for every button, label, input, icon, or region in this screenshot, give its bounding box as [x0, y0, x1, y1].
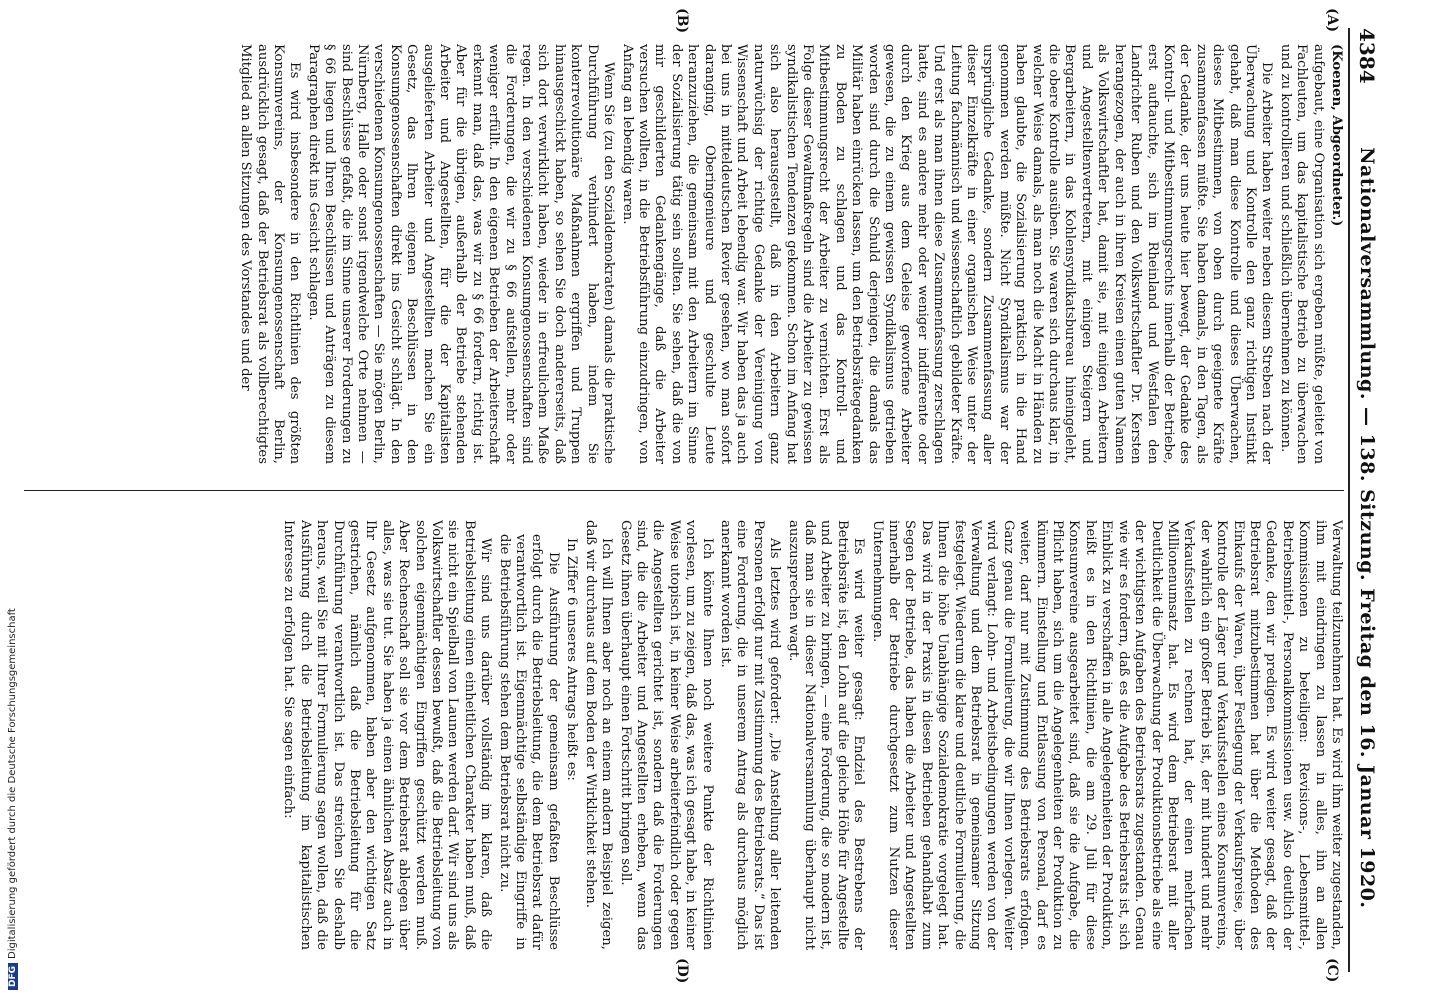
- paragraph: Verwaltung teilzunehmen hat. Es wird ihm weiter zugestanden, ihm mit eindringen zu lassen in alles, ihn an allen Kommissionen zu beteiligen: Revisions-, Lebensmittel-, Betriebsmittel-, Personalkommissionen usw. Also deutlich der Gedanke, den wir predigen. Es wird weiter gesagt, daß der Betriebsrat mitzubestimmen hat über die Methoden des Einkaufs der Waren, über Festlegung der Verkaufspreise, über Kontrolle der Läger und Verkaufsstellen eines Konsumvereins, der wahrlich ein großer Betrieb ist, der mit hundert und mehr Verkaufsstellen zu rechnen hat, der einen mehrfachen Millionenumsatz hat. Es wird dem Betriebsrat mit aller Deutlichkeit die Überwachung der Produktionsbetriebe als eine der wichtigsten Aufgaben des Betriebsrats zugestanden. Genau wie wir es fordern, daß es die Aufgabe des Betriebsrats ist, sich Einblick zu verschaffen in alle Angelegenheiten der Produktion, heißt es in den Richtlinien, die am 29. Juli für diese Konsumvereine ausgearbeitet sind, daß sie die Aufgabe, die Pflicht haben, sich um die Angelegenheiten der Produktion zu kümmern. Einstellung und Entlassung von Personal, darf es weiter, darf nur mit Zustimmung des Betriebsrats erfolgen. Ganz genau die Formulierung, die wir Ihnen vorlegen. Weiter wird verlangt: Lohn- und Arbeitsbedingungen werden von der Verwaltung und dem Betriebsrat in gemeinsamer Sitzung festgelegt. Wiederum die klare und deutliche Formulierung, die Ihnen die höhe Unabhängige Sozialdemokratie vorgelegt hat. Das wird in der Praxis in diesen Betrieben gehandhabt zum Segen der Betriebe, das haben die Arbeiter und Angestellten innerhalb der Betriebe durchgesetzt zum Nutzen dieser Unternehmungen.: [869, 520, 1344, 950]
- credit-text: [7, 608, 18, 990]
- margin-marker-c: (C): [1324, 958, 1340, 983]
- margin-marker-d: (D): [674, 958, 690, 984]
- right-column: [10, 520, 1344, 950]
- paragraph: Als letztes wird gefordert: „Die Anstellung aller leitenden Personen erfolgt nur mit Zustimmung des Betriebsrats.“ Das ist eine Forderung, die in unserem Antrag als durchaus möglich anerkannt worden ist.: [717, 520, 783, 950]
- column-divider: [12, 490, 1344, 491]
- margin-marker-b: (B): [674, 8, 690, 34]
- paragraph: Die Arbeiter haben weiter neben diesem Streben nach der Überwachung und Kontrolle den ganz richtigen Instinkt gehabt, daß man diese Kontrolle und dieses Überwachen, dieses Mitbestimmen, von oben durch geeignete Kräfte zusammenfassen müßte. Sie haben damals, in den Tagen, als der Gedanke, der uns heute hier bewegt, der Gedanke des Kontroll- und Mitbestimmungsrechts innerhalb der Betriebe, erst auftauchte, sich im Rheinland und Westfalen den Landrichter Ruben und den Volkswirtschaftler Dr. Kersten herangezogen, der auch in ihren Kreisen einen guten Namen als Volkswirtschaftler hat, damit sie, mit einigen Arbeitern und Angestelltenvertretern, mit einigen Steigern und Bergarbeitern, in das Kohlensyndikatsbureau hineingeleht, die obere Kontrolle ausüben. Sie waren sich durchaus klar, in welcher Weise damals, als man noch die Macht in Händen zu haben glaubte, die Sozialisierung praktisch in die Hand genommen werden müßte. Nicht Syndikalismus war der ursprüngliche Gedanke, sondern Zusammenfassung aller dieser Einzelkräfte in einer organischen Weise unter der Leitung fachmännisch und wissenschaftlich gebildeter Kräfte. Und erst als man ihnen diese Zusammenfassung zerschlagen hatte, sind es andere mehr oder weniger indifferente oder durch den Krieg aus dem Geleise geworfene Arbeiter gewesen, die zu einem gewissen Syndikalismus getrieben worden sind durch die Schuld derjenigen, die damals das Militär haben einrücken lassen, um den Betriebsrätegedanken zu Boden zu schlagen und das Kontroll- und Mitbestimmungsrecht der Arbeiter zu vernichten. Erst als Folge dieser Gewaltmaßregeln sind die Arbeiter zu gewissen syndikalistischen Tendenzen gekommen. Schon im Anfang hat sich also herausgestellt, daß in den Arbeitern ganz naturwüchsig der richtige Gedanke der Vereinigung von Wissenschaft und Arbeit lebendig war. Wir haben das ja auch bei uns in mitteldeutschen Revier gesehen, wo man sofort daranging, Oberingenieure und geschulte Leute heranzuziehen, die gemeinsam mit den Arbeitern im Sinne der Sozialisierung tätig sein sollten. Sie sehen, daß die von mir geschilderten Gedankengänge, daß die Arbeiter versuchen wollten, in die Betriebsführung einzudringen, von Anfang an lebendig waren.: [619, 44, 1275, 464]
- page-title: Nationalversammlung. — 138. Sitzung. Freitag den 16. Januar 1920.: [1356, 147, 1378, 909]
- page-number: 4384: [1355, 28, 1379, 84]
- speaker-note: (Koenen, Abgeordneter.): [1329, 44, 1344, 227]
- dfg-logo: DFG: [8, 963, 18, 990]
- margin-marker-a: (A): [1324, 8, 1340, 33]
- paragraph: Wenn Sie (zu den Sozialdemokraten) damals die praktische Durchführung verhindert haben, indem Sie konterrevolutionäre Maßnahmen ergriffen und Truppen hinausgeschickt haben, so sehen Sie doch andererseits, daß sich dort verwirklicht haben, wieder in erfreulichem Maße regen. In den verschiedenen Konsumgenossenschaften sind die Forderungen, die wir zu § 66 aufstellen, mehr oder weniger erfüllt. In den eigenen Betrieben der Arbeiterschaft erkennt man, daß das, was wir zu § 66 fordern, richtig ist. Aber für die übrigen, außerhalb der Betriebe stehenden Arbeiter und Angestellten, für die der Kapitalisten ausgelieferten Arbeiter und Angestellten machen Sie ein Gesetz, das Ihren eigenen Beschlüssen in den Konsumgenossenschaften direkt ins Gesicht schlägt. In den verschiedenen Konsumgenossenschaften — Sie mögen Berlin, Nürnberg, Halle oder sonst irgendwelche Orte nehmen — sind Beschlüsse gefaßt, die im Sinne unserer Forderungen zu § 66 liegen und Ihren Beschlüssen und Anträgen zu diesem Paragraphen direkt ins Gesicht schlagen.: [305, 44, 617, 464]
- paragraph: Ich könnte Ihnen noch weitere Punkte der Richtlinien vorlesen, um zu zeigen, daß das, was ich gesagt habe, in keiner Weise utopisch ist, in keiner Weise arbeiterfeindlich oder gegen die Angestellten gerichtet ist, sondern daß die Forderungen sind, die die Arbeiter und Angestellten erheben, wenn das Gesetz ihnen überhaupt einen Fortschritt bringen soll.: [617, 520, 715, 950]
- paragraph: Ich will Ihnen aber noch an einem andern Beispiel zeigen, daß wir durchaus auf dem Boden der Wirklichkeit stehen.: [582, 520, 615, 950]
- paragraph: aufgebaut, eine Organisation sich ergeben müßte, geleitet von Fachleuten, um das kapitalistische Betrieb zu überwachen und zu kontrollieren und schließlich übernehmen zu können.: [1277, 44, 1326, 464]
- quoted-clause: Die Ausführung der gemeinsam gefaßten Beschlüsse erfolgt durch die Betriebsleitung, die dem Betriebsrat dafür verantwortlich ist. Eigenmächtige selbständige Eingriffe in die Betriebsführung stehen dem Betriebsrat nicht zu.: [496, 534, 561, 950]
- left-column: [10, 44, 1344, 464]
- credit-label: Digitalisierung gefördert durch die Deutsche Forschungsgemeinschaft: [7, 608, 18, 959]
- digitization-credit-bar: [4, 0, 24, 1000]
- paragraph: Es wird insbesondere in den Richtlinien des größten Konsumvereins, der Konsumgenossenschaft Berlin, ausdrücklich gesagt, daß der Betriebsrat als vollberechtigtes Mitglied an allen Sitzungen des Vorstandes und der: [238, 44, 303, 464]
- page-header: [1348, 28, 1384, 972]
- paragraph: Es wird weiter gesagt: Endziel des Bestrebens der Betriebsräte ist, den Lohn auf die gleiche Höhe für Angestellte und Arbeiter zu bringen, — eine Forderung, die so modern ist, daß man sie in dieser Nationalversammlung überhaupt nicht auszusprechen wagt.: [785, 520, 867, 950]
- paragraph: Wir sind uns darüber vollständig im klaren, daß die Betriebsleitung einen einheitlichen Charakter haben muß, daß sie nicht ein Spielball von Launen werden darf. Wir sind uns als Volkswirtschaftler dessen bewußt, daß die Betriebsleitung von solchen eigenmächtigen Eingriffen geschützt werden muß. Aber Rechenschaft soll sie vor dem Betriebsrat ablegen über alles, was sie tut. Sie haben ja einen ähnlichen Absatz auch in Ihr Gesetz aufgenommen, haben aber den wichtigen Satz gestrichen, nämlich daß die Betriebsleitung für die Durchführung verantwortlich ist. Das streichen Sie deshalb heraus, weil Sie mit Ihrer Formulierung sagen wollen, daß die Ausführung durch die Betriebsleitung im kapitalistischen Interesse zu erfolgen hat. Sie sagen einfach:: [281, 520, 494, 950]
- paragraph: In Ziffer 6 unseres Antrags heißt es:: [564, 538, 580, 781]
